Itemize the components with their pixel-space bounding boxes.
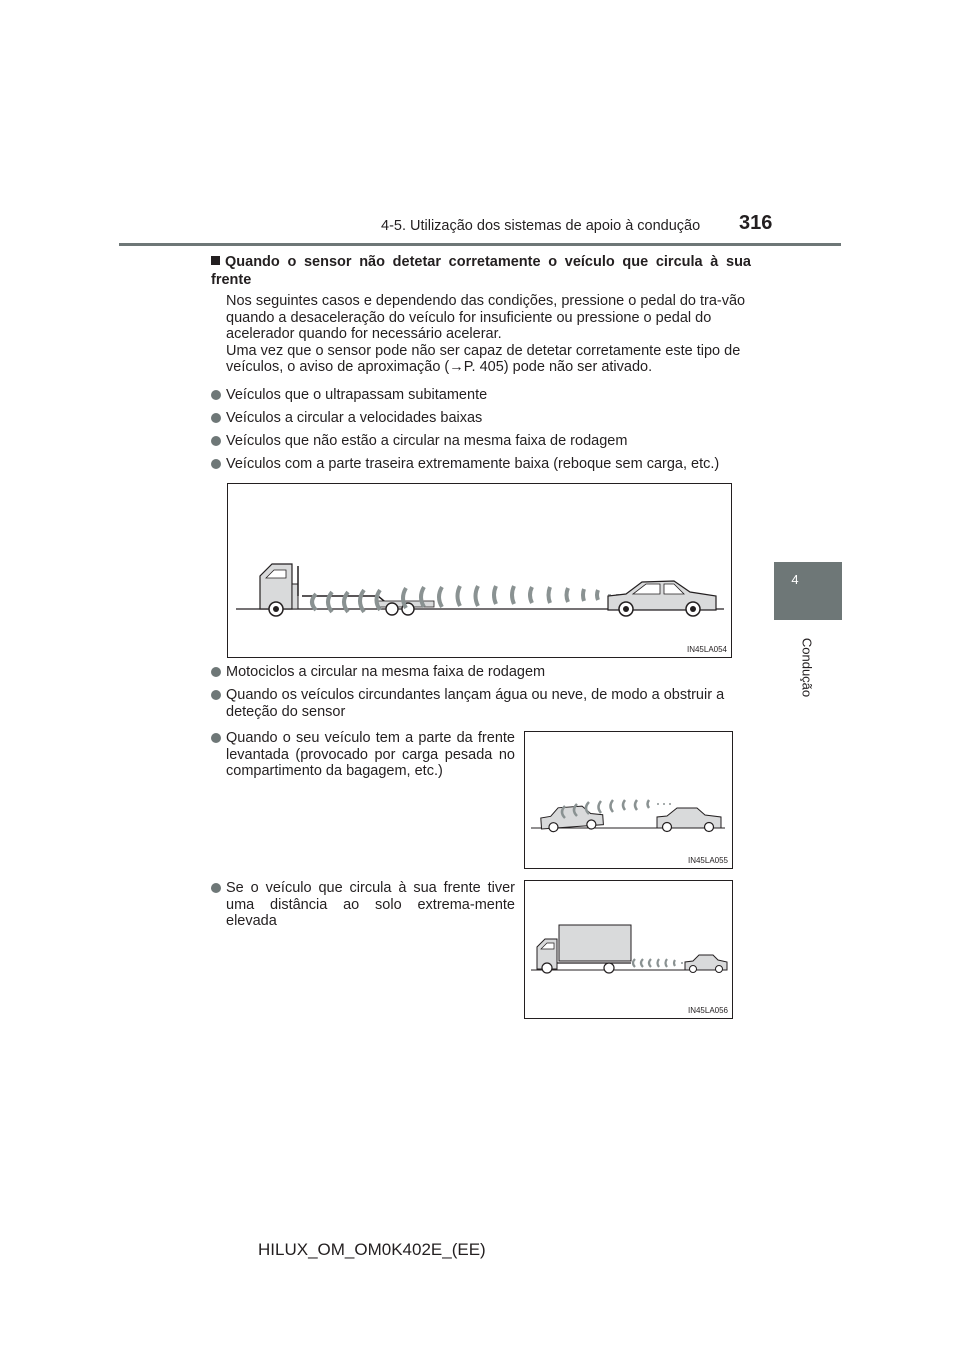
bullet-dot-icon xyxy=(211,413,221,423)
radar-waves-icon xyxy=(633,959,675,967)
bullet-dot-icon xyxy=(211,690,221,700)
radar-waves-icon xyxy=(312,586,598,612)
figure-raised-front xyxy=(524,731,733,869)
car-icon xyxy=(685,955,727,973)
intro-text xyxy=(226,293,751,376)
section-heading xyxy=(211,253,751,289)
bullet-dot-icon xyxy=(211,883,221,893)
chapter-tab xyxy=(774,562,842,620)
trailer-icon xyxy=(302,596,434,615)
figure-code: IN45LA056 xyxy=(687,1006,728,1015)
list-item: Veículos que o ultrapassam subitamente xyxy=(211,387,751,404)
list-item: Veículos que não estão a circular na mesma faixa de rodagem xyxy=(211,433,751,450)
high-clearance-truck-illustration xyxy=(525,881,732,1018)
figure-code: IN45LA054 xyxy=(686,645,727,654)
figure-code: IN45LA055 xyxy=(687,856,728,865)
chapter-number: 4 xyxy=(791,572,799,587)
page-number: 316 xyxy=(739,212,773,234)
section-title: 4-5. Utilização dos sistemas de apoio à condução xyxy=(381,218,701,234)
radar-waves-icon xyxy=(562,800,649,818)
raised-front-illustration xyxy=(525,732,732,868)
low-trailer-illustration xyxy=(228,484,731,657)
document-code: HILUX_OM_OM0K402E_(EE) xyxy=(258,1240,486,1259)
list-item: Quando o seu veículo tem a parte da frente levantada (provocado por carga pesada no compartimento da bagagem, etc.) xyxy=(211,730,515,780)
figure-low-trailer xyxy=(227,483,732,658)
list-item: Motociclos a circular na mesma faixa de rodagem xyxy=(211,664,751,681)
header-divider xyxy=(119,243,841,246)
truck-icon xyxy=(260,564,298,616)
bullet-dot-icon xyxy=(211,733,221,743)
list-item: Quando os veículos circundantes lançam água ou neve, de modo a obstruir a deteção do sensor xyxy=(211,687,751,720)
bullet-dot-icon xyxy=(211,459,221,469)
bullet-dot-icon xyxy=(211,667,221,677)
truck-icon xyxy=(537,925,631,973)
square-bullet-icon xyxy=(211,256,220,265)
list-item: Veículos com a parte traseira extremamente baixa (reboque sem carga, etc.) xyxy=(211,456,751,473)
figure-high-clearance-truck xyxy=(524,880,733,1019)
bullet-dot-icon xyxy=(211,390,221,400)
bullet-dot-icon xyxy=(211,436,221,446)
car-icon xyxy=(608,581,716,616)
intro-paragraph-2: Uma vez que o sensor pode não ser capaz de detetar corretamente este tipo de veículos, o aviso de aproximação (→P. 405) pode não ser ativado. xyxy=(226,342,741,375)
intro-paragraph-1: Nos seguintes casos e dependendo das condições, pressione o pedal do tra-vão quando a desaceleração do veículo for insuficiente ou pressione o pedal do acelerador quando for necessário acelerar. xyxy=(226,293,746,342)
chapter-label: Condução xyxy=(799,637,815,698)
list-item: Se o veículo que circula à sua frente tiver uma distância ao solo extrema-mente elevada xyxy=(211,880,515,930)
section-heading-text: Quando o sensor não detetar corretamente o veículo que circula à sua frente xyxy=(211,254,751,288)
list-item: Veículos a circular a velocidades baixas xyxy=(211,410,751,427)
front-car-icon xyxy=(657,808,721,832)
